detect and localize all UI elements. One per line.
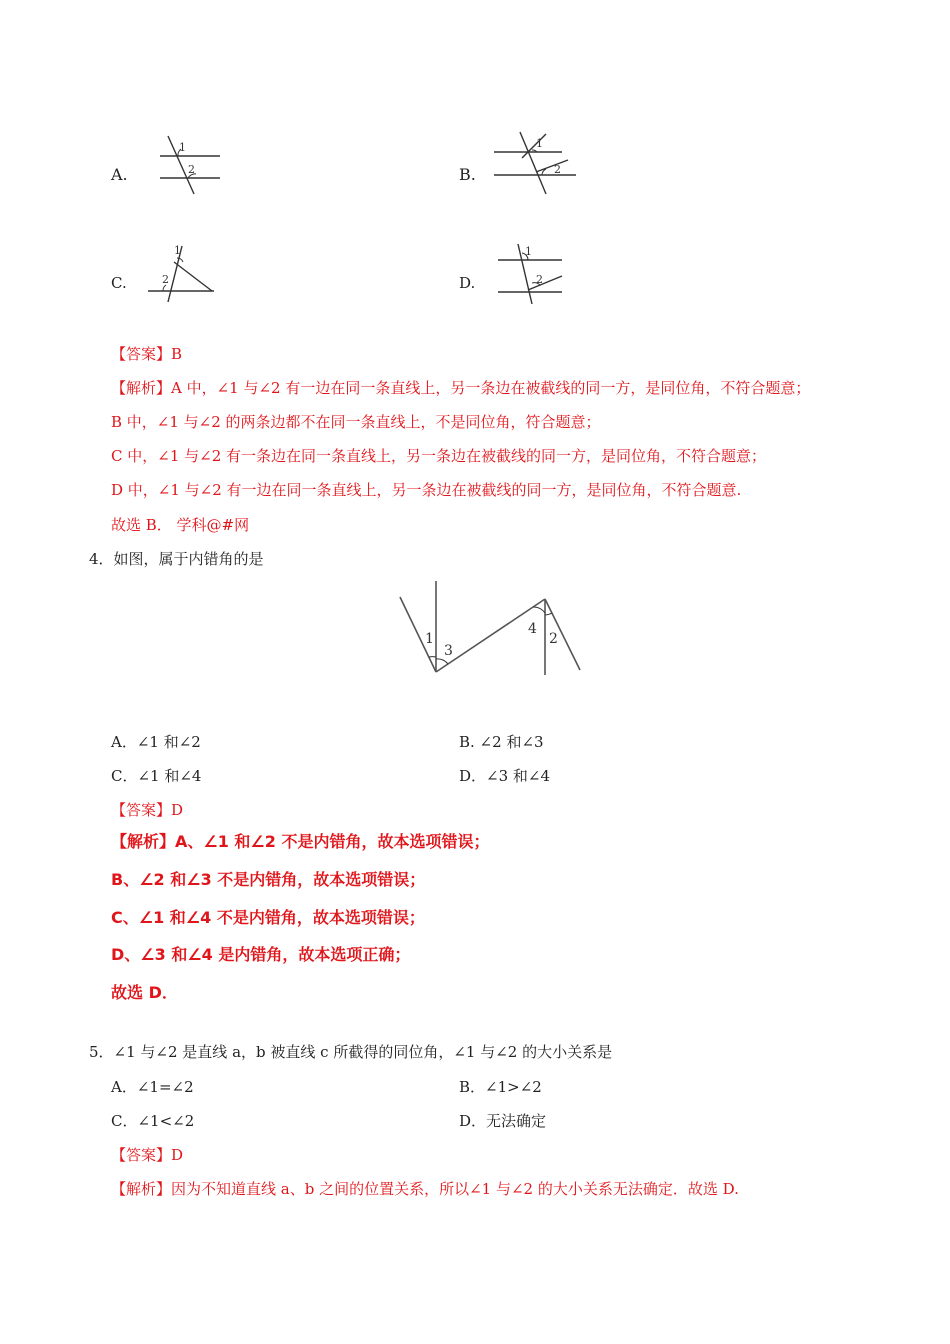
q3-option-c-label: C. [111,274,127,292]
q4-fig-label-3: 3 [444,643,453,659]
q4-option-b: B. ∠2 和∠3 [459,733,544,751]
q4-stem: 4．如图，属于内错角的是 [89,550,264,568]
q3-fig-d-label-1: 1 [525,245,532,258]
q5-option-a: A．∠1=∠2 [111,1078,194,1096]
q3-figure-c [144,240,224,306]
q4-analysis-line-4: D、∠3 和∠4 是内错角，故本选项正确； [111,945,411,964]
q4-analysis-line-2: B、∠2 和∠3 不是内错角，故本选项错误； [111,870,426,889]
q3-figure-d [492,240,572,306]
q3-answer: 【答案】B [111,345,183,363]
q4-answer: 【答案】D [111,801,184,819]
q4-figure [390,575,590,685]
q3-fig-a-label-1: 1 [179,141,186,154]
q5-answer: 【答案】D [111,1146,184,1164]
q5-option-d: D．无法确定 [459,1112,547,1130]
q3-fig-c-label-1: 1 [174,244,181,257]
q3-fig-b-label-1: 1 [536,137,543,150]
q3-fig-a-label-2: 2 [188,163,195,176]
q3-figure-b [488,128,588,200]
q5-option-b: B．∠1>∠2 [459,1078,542,1096]
q3-fig-b-label-2: 2 [554,163,561,176]
q4-option-c: C．∠1 和∠4 [111,767,202,785]
q3-analysis-line-2: B 中，∠1 与∠2 的两条边都不在同一条直线上，不是同位角，符合题意； [111,413,601,431]
q3-figure-a [150,130,230,200]
q4-analysis-line-5: 故选 D． [111,983,178,1002]
q4-analysis-line-1: 【解析】A、∠1 和∠2 不是内错角，故本选项错误； [111,832,490,851]
q5-stem: 5．∠1 与∠2 是直线 a，b 被直线 c 所截得的同位角，∠1 与∠2 的大小关系是 [89,1043,613,1061]
q4-analysis-line-3: C、∠1 和∠4 不是内错角，故本选项错误； [111,908,425,927]
q3-conclusion: 故选 B． 学科@#网 [111,516,250,534]
q3-analysis-line-1: 【解析】A 中，∠1 与∠2 有一边在同一条直线上，另一条边在被截线的同一方，是同位角，不符合题意； [111,379,811,397]
q3-fig-c-label-2: 2 [162,273,169,286]
q3-analysis-line-3: C 中，∠1 与∠2 有一条边在同一条直线上，另一条边在被截线的同一方，是同位角，不符合题意； [111,447,767,465]
q5-option-c: C．∠1<∠2 [111,1112,195,1130]
q4-fig-label-1: 1 [425,631,434,647]
q3-fig-d-label-2: 2 [536,273,543,286]
q4-fig-label-2: 2 [549,631,558,647]
q3-option-a-label: A. [111,165,128,184]
q4-fig-label-4: 4 [528,621,537,637]
q5-analysis: 【解析】因为不知道直线 a、b 之间的位置关系，所以∠1 与∠2 的大小关系无法确定．故选 D. [111,1180,739,1198]
q3-option-d-label: D. [459,274,476,292]
q4-option-a: A．∠1 和∠2 [111,733,201,751]
q3-option-b-label: B. [459,165,476,184]
q3-analysis-line-4: D 中，∠1 与∠2 有一边在同一条直线上，另一条边在被截线的同一方，是同位角，不符合题意. [111,481,742,499]
q4-option-d: D．∠3 和∠4 [459,767,551,785]
